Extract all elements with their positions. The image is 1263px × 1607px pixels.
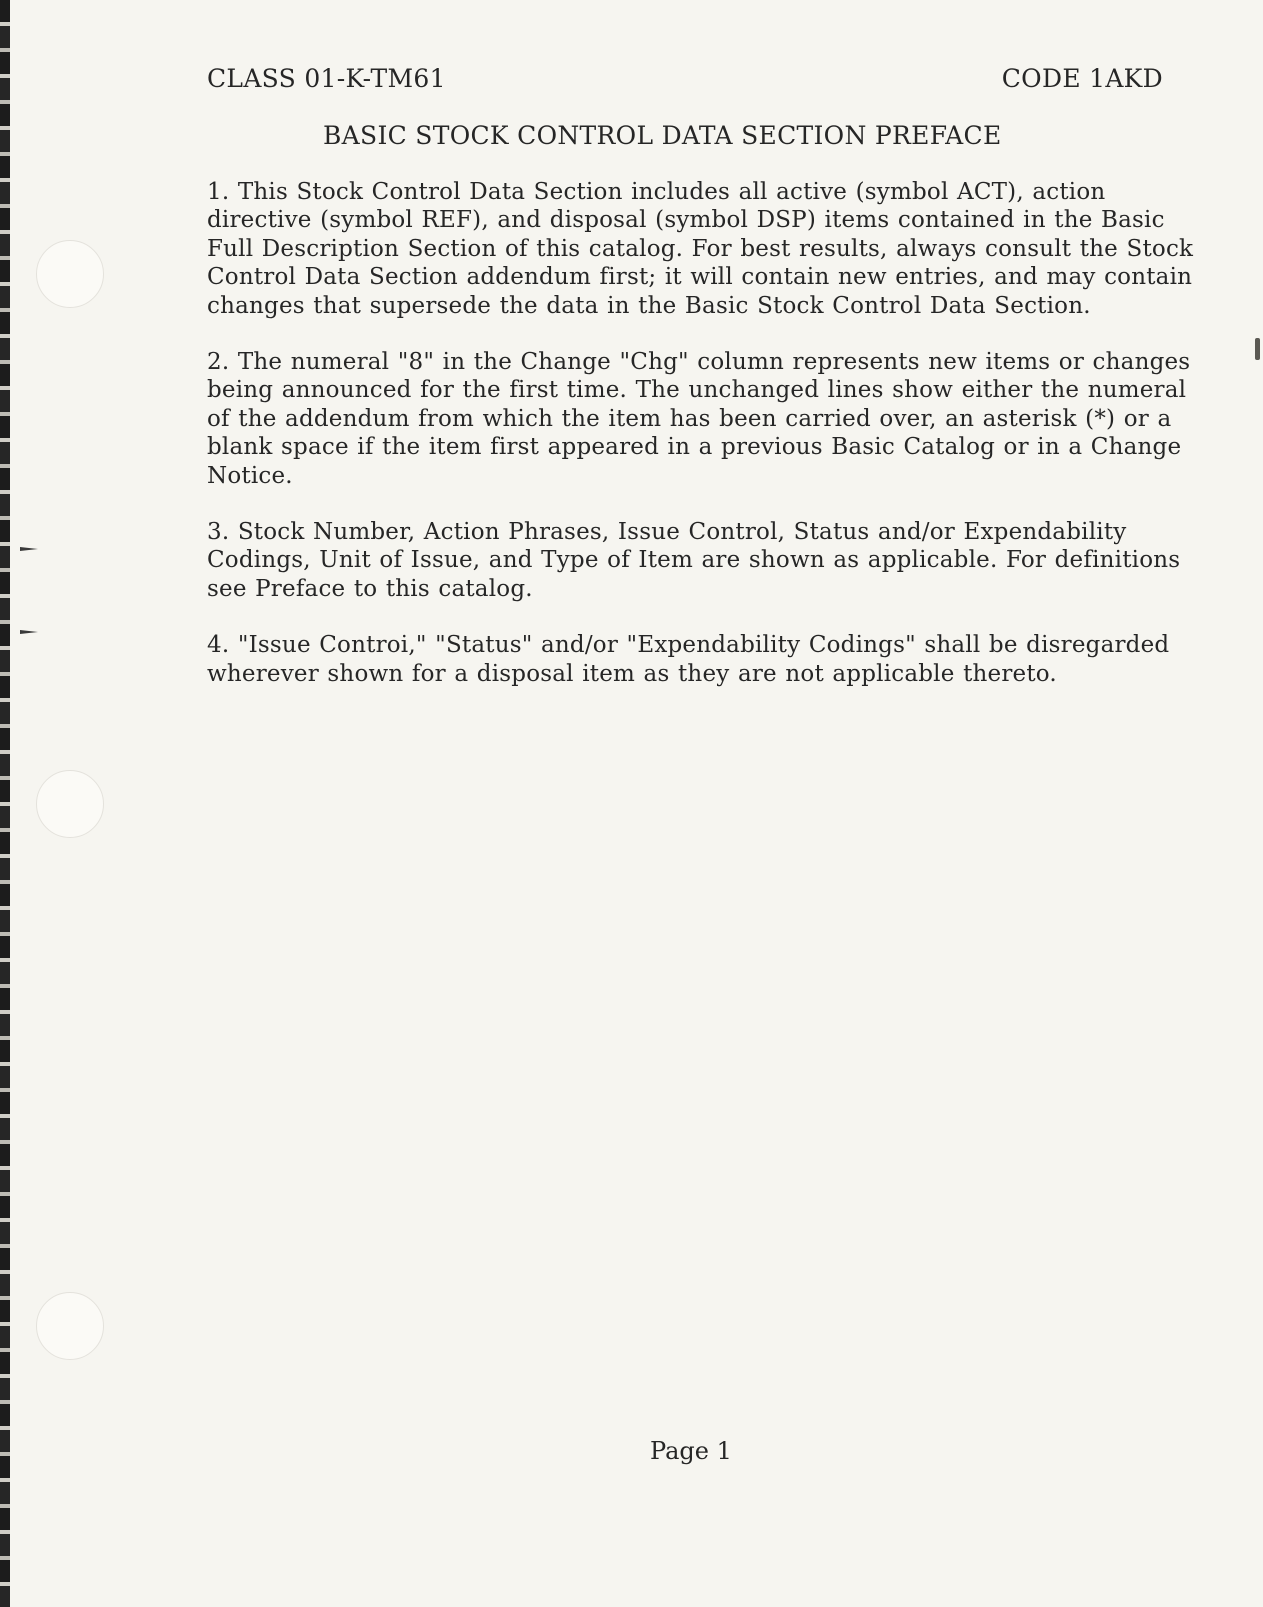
paragraph-3: 3. Stock Number, Action Phrases, Issue Control, Status and/or Expendability Codings, Unit of Issue, and Type of Item are shown as applicable. For definitions see Preface to this catalog.	[207, 519, 1181, 602]
binding-edge	[0, 0, 10, 1607]
punch-hole	[36, 1292, 104, 1360]
punch-hole	[36, 770, 104, 838]
edge-mark	[20, 630, 38, 634]
edge-mark	[1255, 338, 1260, 360]
punch-hole	[36, 240, 104, 308]
page-number: Page 1	[650, 1437, 732, 1465]
page-title: BASIC STOCK CONTROL DATA SECTION PREFACE	[323, 121, 1002, 150]
preface-body	[207, 178, 1195, 716]
code-label: CODE 1AKD	[1001, 64, 1163, 93]
class-label: CLASS 01-K-TM61	[207, 64, 446, 93]
paragraph-2: 2. The numeral "8" in the Change "Chg" column represents new items or changes being announced for the first time. The unchanged lines show either the numeral of the addendum from which the item has been carried over, an asterisk (*) or a blank space if the item first appeared in a previous Basic Catalog or in a Change Notice.	[207, 349, 1191, 489]
edge-mark	[20, 547, 38, 551]
paragraph-1: 1. This Stock Control Data Section includes all active (symbol ACT), action directive (symbol REF), and disposal (symbol DSP) items contained in the Basic Full Description Section of this catalog. For best results, always consult the Stock Control Data Section addendum first; it will contain new entries, and may contain changes that supersede the data in the Basic Stock Control Data Section.	[207, 179, 1194, 319]
paragraph-4: 4. "Issue Controi," "Status" and/or "Expendability Codings" shall be disregarded wherever shown for a disposal item as they are not applicable thereto.	[207, 632, 1170, 687]
